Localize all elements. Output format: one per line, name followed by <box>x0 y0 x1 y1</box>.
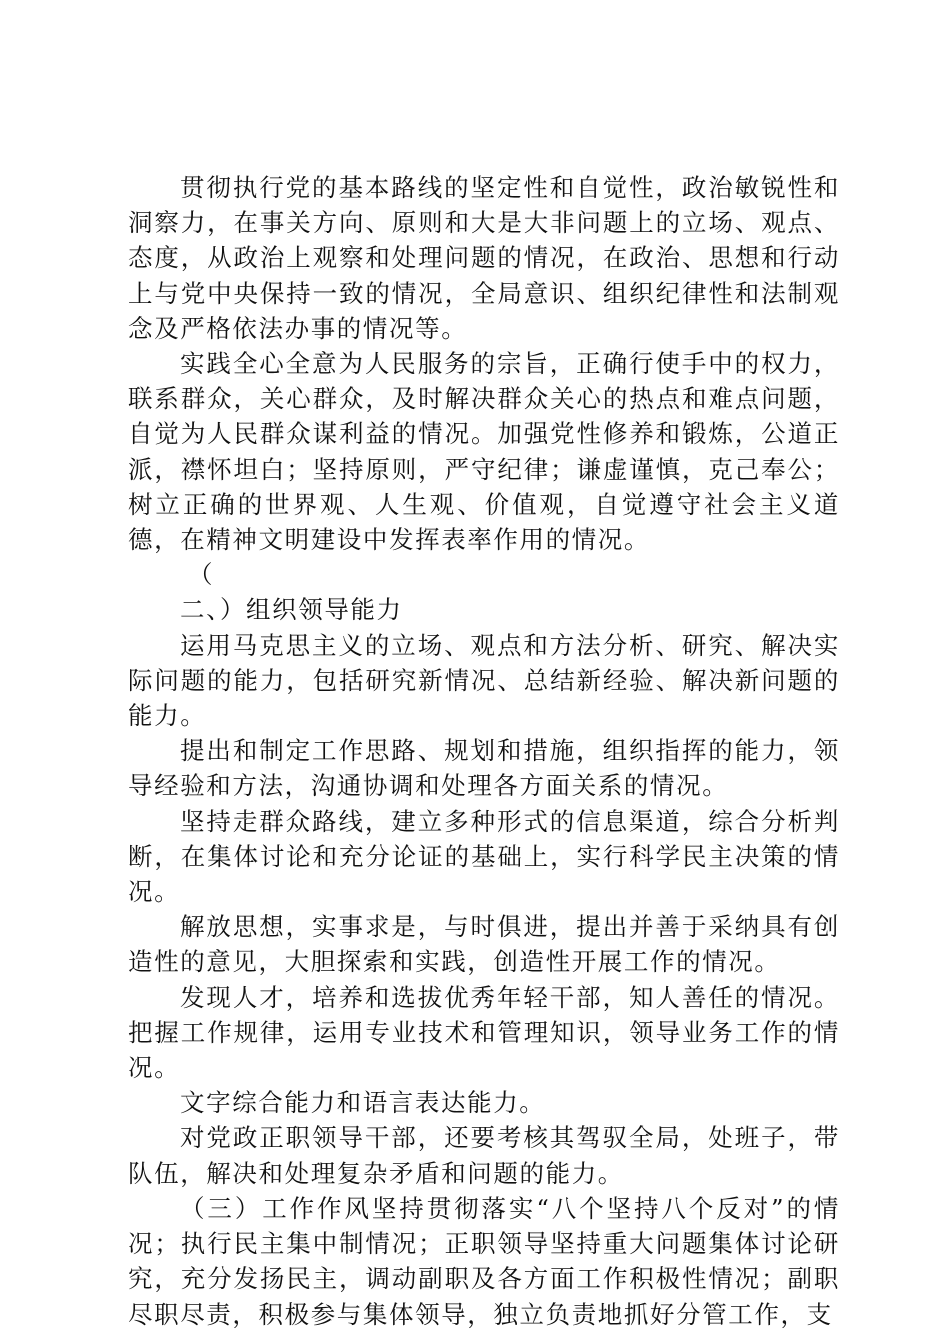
paragraph-political-stance: 贯彻执行党的基本路线的坚定性和自觉性，政治敏锐性和洞察力，在事关方向、原则和大是大非问题上的立场、观点、态度，从政治上观察和处理问题的情况，在政治、思想和行动上与党中央保持一致的情况，全局意识、组织纪律性和法制观念及严格依法办事的情况等。 <box>128 173 840 343</box>
paragraph-serve-people: 实践全心全意为人民服务的宗旨，正确行使手中的权力，联系群众，关心群众，及时解决群众关心的热点和难点问题，自觉为人民群众谋利益的情况。加强党性修养和锻炼，公道正派，襟怀坦白；坚持原则，严守纪律；谦虚谨慎，克己奉公；树立正确的世界观、人生观、价值观，自觉遵守社会主义道德，在精神文明建设中发挥表率作用的情况。 <box>128 349 840 555</box>
paragraph-mass-line: 坚持走群众路线，建立多种形式的信息渠道，综合分析判断，在集体讨论和充分论证的基础上，实行科学民主决策的情况。 <box>128 806 840 907</box>
paragraph-emancipate-mind: 解放思想，实事求是，与时俱进，提出并善于采纳具有创造性的意见，大胆探索和实践，创造性开展工作的情况。 <box>128 912 840 977</box>
paragraph-writing-ability: 文字综合能力和语言表达能力。 <box>180 1088 546 1118</box>
paragraph-work-planning: 提出和制定工作思路、规划和措施，组织指挥的能力，领导经验和方法，沟通协调和处理各方面关系的情况。 <box>128 736 840 801</box>
paragraph-talent: 发现人才，培养和选拔优秀年轻干部，知人善任的情况。把握工作规律，运用专业技术和管理知识，领导业务工作的情况。 <box>128 982 840 1083</box>
paragraph-open-paren: （ <box>188 560 215 590</box>
paragraph-marxism-analysis: 运用马克思主义的立场、观点和方法分析、研究、解决实际问题的能力，包括研究新情况、总结新经验、解决新问题的能力。 <box>128 630 840 731</box>
document-page <box>128 170 840 1332</box>
paragraph-chief-leaders: 对党政正职领导干部，还要考核其驾驭全局，处班子，带队伍，解决和处理复杂矛盾和问题的能力。 <box>128 1123 840 1188</box>
section-heading-leadership: 二、）组织领导能力 <box>180 595 403 625</box>
paragraph-work-style: （三）工作作风坚持贯彻落实“八个坚持八个反对”的情况；执行民主集中制情况；正职领导坚持重大问题集体讨论研究，充分发扬民主，调动副职及各方面工作积极性情况；副职尽职尽责，积极参与集体领导，独立负责地抓好分管工作，支 <box>128 1193 840 1329</box>
